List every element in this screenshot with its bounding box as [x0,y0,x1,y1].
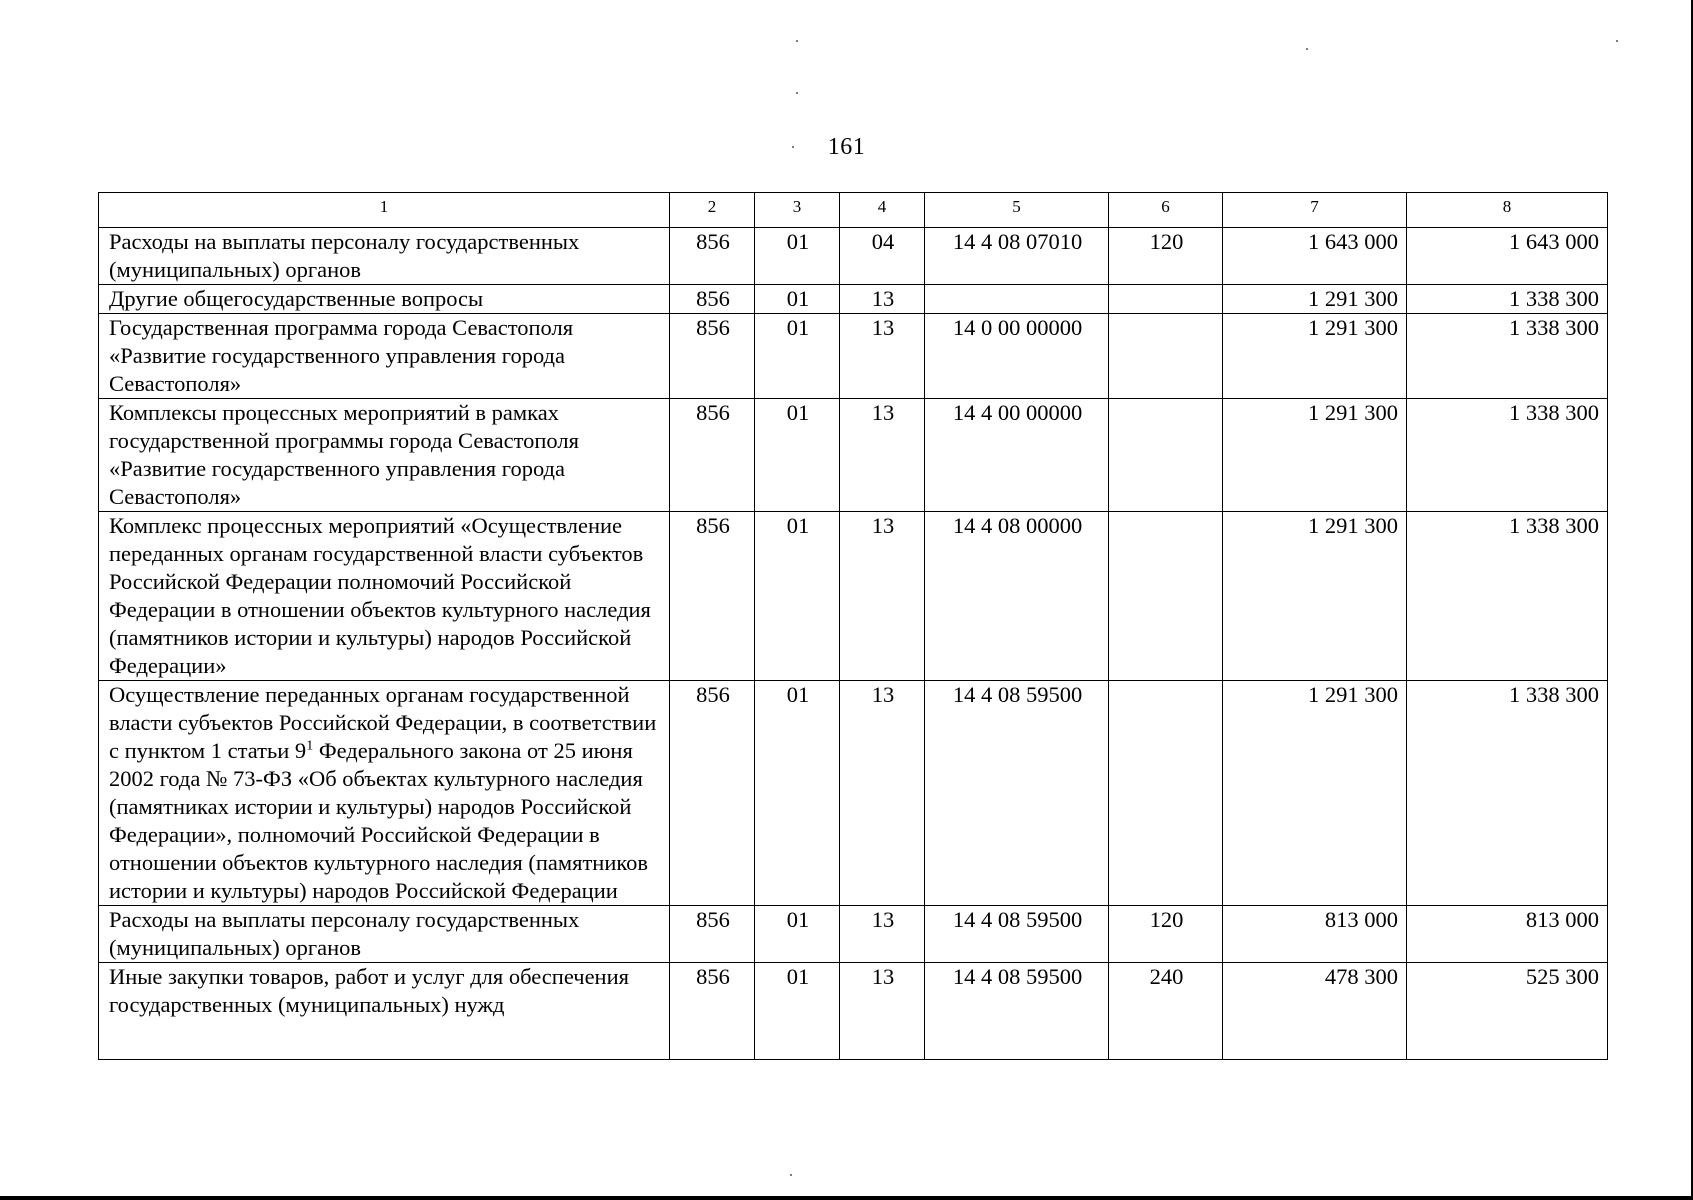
amount-year-1: 478 300 [1223,963,1407,1060]
scan-speck [796,92,798,94]
amount-year-2: 1 338 300 [1407,681,1608,906]
expense-type-code [1109,314,1223,399]
subsection-code: 04 [840,228,925,285]
table-row [99,681,1608,906]
section-code: 01 [755,512,840,681]
scan-speck [796,40,798,42]
expense-type-code [1109,285,1223,314]
section-code: 01 [755,399,840,512]
amount-year-2: 1 338 300 [1407,314,1608,399]
amount-year-1: 1 291 300 [1223,512,1407,681]
row-name: Комплекс процессных мероприятий «Осуществление переданных органам государственной власти субъектов Российской Федерации полномочий Российской Федерации в отношении объектов культурного наследия (памятников истории и культуры) народов Российской Федерации» [99,512,670,681]
grbs-code: 856 [670,314,755,399]
section-code: 01 [755,681,840,906]
amount-year-2: 1 643 000 [1407,228,1608,285]
table-row [99,399,1608,512]
subsection-code: 13 [840,681,925,906]
section-code: 01 [755,963,840,1060]
expense-type-code: 120 [1109,906,1223,963]
amount-year-2: 1 338 300 [1407,285,1608,314]
target-article-code: 14 4 08 59500 [925,681,1109,906]
subsection-code: 13 [840,314,925,399]
column-number: 6 [1109,193,1223,228]
row-name-part: Осуществление переданных органам государственной власти субъектов Российской Федерации, в соответствии с пунктом 1 статьи 9 [109,682,657,763]
expense-type-code: 120 [1109,228,1223,285]
amount-year-2: 1 338 300 [1407,512,1608,681]
subsection-code: 13 [840,512,925,681]
table-row [99,906,1608,963]
table-row [99,285,1608,314]
section-code: 01 [755,285,840,314]
grbs-code: 856 [670,512,755,681]
row-name: Государственная программа города Севастополя «Развитие государственного управления города Севастополя» [99,314,670,399]
column-number: 1 [99,193,670,228]
subsection-code: 13 [840,963,925,1060]
amount-year-1: 813 000 [1223,906,1407,963]
expense-type-code: 240 [1109,963,1223,1060]
expense-type-code [1109,399,1223,512]
subsection-code: 13 [840,399,925,512]
table-row [99,314,1608,399]
subsection-code: 13 [840,285,925,314]
grbs-code: 856 [670,681,755,906]
grbs-code: 856 [670,228,755,285]
grbs-code: 856 [670,963,755,1060]
column-number: 2 [670,193,755,228]
row-name-part: Федерального закона от 25 июня 2002 года № 73-ФЗ «Об объектах культурного наследия (памятниках истории и культуры) народов Российской Федерации», полномочий Российской Федерации в отношении объектов культурного наследия (памятников истории и культуры) народов Российской Федерации [109,738,649,903]
amount-year-2: 813 000 [1407,906,1608,963]
row-name: Иные закупки товаров, работ и услуг для обеспечения государственных (муниципальных) нужд [99,963,670,1060]
table-row [99,512,1608,681]
scan-speck [790,1174,792,1176]
amount-year-1: 1 291 300 [1223,681,1407,906]
amount-year-2: 525 300 [1407,963,1608,1060]
budget-table [98,192,1608,1060]
target-article-code: 14 4 08 59500 [925,963,1109,1060]
section-code: 01 [755,906,840,963]
scan-speck [1306,48,1308,50]
row-name [99,681,670,906]
column-number: 7 [1223,193,1407,228]
amount-year-1: 1 643 000 [1223,228,1407,285]
page-number: 161 [827,134,866,160]
row-name: Расходы на выплаты персоналу государственных (муниципальных) органов [99,906,670,963]
scan-speck [1616,40,1618,42]
column-number: 3 [755,193,840,228]
grbs-code: 856 [670,906,755,963]
grbs-code: 856 [670,285,755,314]
section-code: 01 [755,314,840,399]
target-article-code [925,285,1109,314]
subsection-code: 13 [840,906,925,963]
column-number: 4 [840,193,925,228]
row-name: Расходы на выплаты персоналу государственных (муниципальных) органов [99,228,670,285]
expense-type-code [1109,681,1223,906]
target-article-code: 14 4 08 00000 [925,512,1109,681]
row-name: Комплексы процессных мероприятий в рамках государственной программы города Севастополя «Развитие государственного управления города Севастополя» [99,399,670,512]
article-superscript: 1 [306,738,314,754]
amount-year-1: 1 291 300 [1223,285,1407,314]
amount-year-1: 1 291 300 [1223,314,1407,399]
grbs-code: 856 [670,399,755,512]
column-number-row [99,193,1608,228]
row-name: Другие общегосударственные вопросы [99,285,670,314]
target-article-code: 14 4 08 07010 [925,228,1109,285]
expense-type-code [1109,512,1223,681]
table-row [99,963,1608,1060]
amount-year-2: 1 338 300 [1407,399,1608,512]
amount-year-1: 1 291 300 [1223,399,1407,512]
scan-speck [792,146,794,148]
column-number: 5 [925,193,1109,228]
target-article-code: 14 4 08 59500 [925,906,1109,963]
column-number: 8 [1407,193,1608,228]
target-article-code: 14 0 00 00000 [925,314,1109,399]
target-article-code: 14 4 00 00000 [925,399,1109,512]
section-code: 01 [755,228,840,285]
table-row [99,228,1608,285]
